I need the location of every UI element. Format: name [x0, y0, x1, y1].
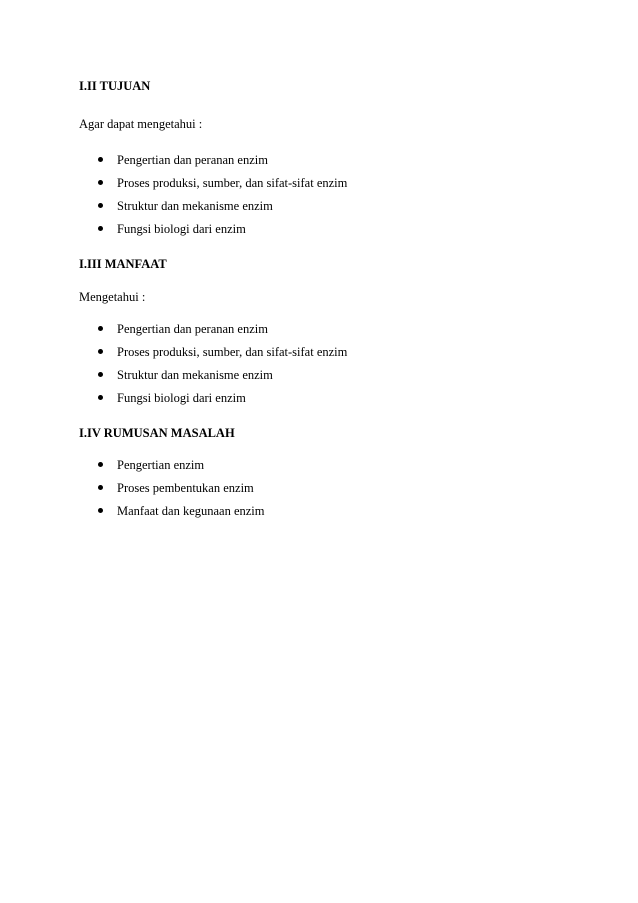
- section-manfaat-list-wrap: [79, 321, 579, 413]
- section-rumusan-list-wrap: [79, 457, 579, 526]
- bullet-icon: [98, 395, 103, 400]
- section-manfaat-intro-wrap: [79, 289, 579, 305]
- list-item: [79, 152, 579, 175]
- list-item: [79, 321, 579, 344]
- list-item: [79, 175, 579, 198]
- bullet-list: [79, 152, 579, 244]
- bullet-icon: [98, 326, 103, 331]
- bullet-icon: [98, 462, 103, 467]
- bullet-list: [79, 457, 579, 526]
- bullet-icon: [98, 349, 103, 354]
- section-tujuan-list-wrap: [79, 152, 579, 244]
- list-item-text: Pengertian dan peranan enzim: [117, 322, 268, 336]
- list-item: [79, 457, 579, 480]
- bullet-list: [79, 321, 579, 413]
- list-item: [79, 367, 579, 390]
- section-heading: I.II TUJUAN: [79, 79, 151, 93]
- list-item-text: Pengertian enzim: [117, 458, 205, 472]
- list-item-text: Pengertian dan peranan enzim: [117, 153, 268, 167]
- section-heading: I.III MANFAAT: [79, 257, 167, 271]
- list-item-text: Struktur dan mekanisme enzim: [117, 368, 273, 382]
- bullet-icon: [98, 157, 103, 162]
- section-heading: I.IV RUMUSAN MASALAH: [79, 426, 235, 440]
- section-intro: Mengetahui :: [79, 290, 146, 304]
- list-item-text: Proses pembentukan enzim: [117, 481, 254, 495]
- list-item: [79, 344, 579, 367]
- list-item-text: Fungsi biologi dari enzim: [117, 391, 246, 405]
- bullet-icon: [98, 203, 103, 208]
- bullet-icon: [98, 372, 103, 377]
- bullet-icon: [98, 485, 103, 490]
- list-item: [79, 221, 579, 244]
- list-item: [79, 503, 579, 526]
- bullet-icon: [98, 508, 103, 513]
- list-item-text: Manfaat dan kegunaan enzim: [117, 504, 265, 518]
- list-item-text: Proses produksi, sumber, dan sifat-sifat enzim: [117, 345, 348, 359]
- section-manfaat: [79, 256, 579, 272]
- section-tujuan: [79, 78, 579, 94]
- list-item: [79, 480, 579, 503]
- section-intro: Agar dapat mengetahui :: [79, 117, 203, 131]
- list-item-text: Fungsi biologi dari enzim: [117, 222, 246, 236]
- bullet-icon: [98, 226, 103, 231]
- list-item: [79, 390, 579, 413]
- bullet-icon: [98, 180, 103, 185]
- list-item: [79, 198, 579, 221]
- list-item-text: Struktur dan mekanisme enzim: [117, 199, 273, 213]
- section-rumusan-masalah: [79, 425, 579, 441]
- section-tujuan-intro-wrap: [79, 116, 579, 132]
- list-item-text: Proses produksi, sumber, dan sifat-sifat enzim: [117, 176, 348, 190]
